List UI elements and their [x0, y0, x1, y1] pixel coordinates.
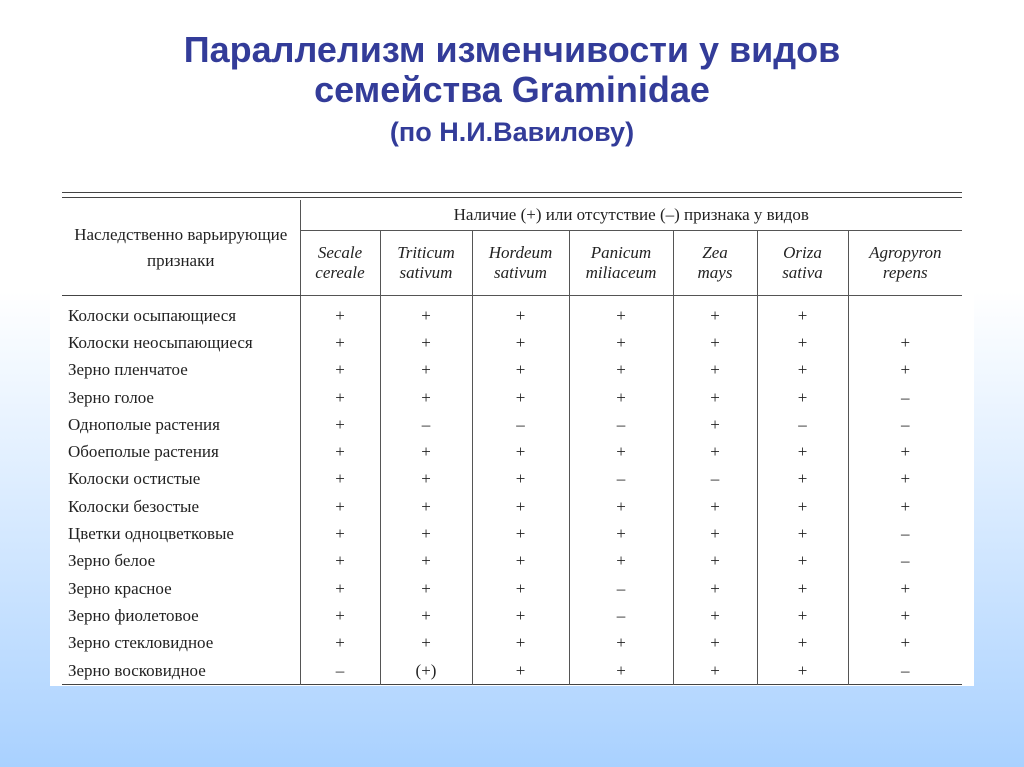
value-cell: +	[757, 493, 848, 520]
value-cell: +	[673, 384, 757, 411]
value-cell: +	[472, 520, 569, 547]
table-row	[62, 438, 962, 465]
value-cell: +	[472, 548, 569, 575]
value-cell: +	[472, 575, 569, 602]
title-line-2: семейства Graminidae	[314, 69, 710, 111]
value-cell: +	[472, 357, 569, 384]
value-cell	[848, 296, 962, 330]
value-cell: +	[335, 469, 345, 489]
trait-cell: Колоски неосыпающиеся	[62, 329, 300, 356]
value-cell: +	[335, 605, 345, 625]
value-cell: +	[380, 602, 472, 629]
value-cell: +	[673, 438, 757, 465]
value-cell: +	[380, 438, 472, 465]
species-epithet: cereale	[315, 263, 365, 282]
table-row	[62, 329, 962, 356]
value-cell: +	[335, 414, 345, 434]
value-cell: +	[472, 466, 569, 493]
title-source: (по Н.И.Вавилову)	[389, 116, 635, 147]
species-genus: Zea	[702, 242, 728, 262]
trait-cell: Колоски безостые	[62, 493, 300, 520]
value-cell: +	[380, 296, 472, 330]
table-row	[62, 493, 962, 520]
value-cell: +	[757, 438, 848, 465]
value-cell: (+)	[380, 657, 472, 685]
table-body	[62, 296, 962, 685]
value-cell: –	[380, 411, 472, 438]
value-cell: +	[569, 520, 673, 547]
trait-cell: Однополые растения	[62, 411, 300, 438]
species-header	[569, 231, 673, 296]
species-header	[848, 231, 962, 296]
value-cell: +	[673, 329, 757, 356]
value-cell: +	[569, 296, 673, 330]
value-cell: +	[335, 305, 345, 325]
species-genus: Panicum	[590, 242, 652, 262]
value-cell: +	[848, 602, 962, 629]
value-cell: +	[569, 357, 673, 384]
slide-title	[0, 30, 1024, 147]
trait-cell: Зерно фиолетовое	[62, 602, 300, 629]
value-cell: –	[848, 548, 962, 575]
species-header	[472, 231, 569, 296]
value-cell: +	[335, 387, 345, 407]
value-cell: +	[380, 548, 472, 575]
table-row	[62, 602, 962, 629]
species-epithet: mays	[697, 263, 733, 282]
value-cell: +	[472, 630, 569, 657]
value-cell: +	[848, 466, 962, 493]
value-cell: +	[757, 520, 848, 547]
table-row	[62, 548, 962, 575]
value-cell: +	[673, 493, 757, 520]
species-header	[673, 231, 757, 296]
table-row	[62, 520, 962, 547]
value-cell: +	[380, 520, 472, 547]
value-cell: +	[757, 548, 848, 575]
value-cell: +	[569, 657, 673, 685]
value-cell: –	[472, 411, 569, 438]
table-row	[62, 296, 962, 330]
value-cell: +	[380, 493, 472, 520]
value-cell: +	[380, 466, 472, 493]
value-cell: +	[335, 578, 345, 598]
value-cell: +	[335, 442, 345, 462]
table-row	[62, 384, 962, 411]
value-cell: +	[472, 493, 569, 520]
value-cell: +	[673, 357, 757, 384]
value-cell: –	[335, 660, 345, 680]
value-cell: +	[848, 438, 962, 465]
value-cell: +	[848, 493, 962, 520]
table-image	[50, 178, 974, 686]
value-cell: +	[673, 520, 757, 547]
table-row	[62, 630, 962, 657]
value-cell: +	[673, 630, 757, 657]
table-row	[62, 411, 962, 438]
species-genus: Secale	[317, 242, 363, 262]
value-cell: +	[757, 575, 848, 602]
table-row	[62, 575, 962, 602]
trait-column-header: Наследственно варьирующие признаки	[62, 200, 300, 296]
value-cell: +	[380, 575, 472, 602]
species-epithet: miliaceum	[585, 263, 657, 282]
value-cell: –	[848, 411, 962, 438]
table-row	[62, 657, 962, 685]
trait-cell: Обоеполые растения	[62, 438, 300, 465]
value-cell: +	[848, 575, 962, 602]
value-cell: +	[380, 329, 472, 356]
value-cell: +	[673, 411, 757, 438]
trait-cell: Колоски остистые	[62, 466, 300, 493]
trait-cell: Колоски осыпающиеся	[62, 296, 300, 330]
value-cell: +	[848, 630, 962, 657]
value-cell: –	[757, 411, 848, 438]
trait-cell: Зерно стекловидное	[62, 630, 300, 657]
value-cell: –	[569, 411, 673, 438]
species-epithet: sativum	[494, 263, 547, 282]
value-cell: +	[757, 630, 848, 657]
value-cell: +	[569, 630, 673, 657]
value-cell: +	[757, 384, 848, 411]
species-epithet: sativa	[782, 263, 823, 282]
value-cell: –	[848, 520, 962, 547]
value-cell: +	[569, 548, 673, 575]
value-cell: +	[848, 357, 962, 384]
divider	[62, 192, 962, 193]
value-cell: +	[757, 657, 848, 685]
value-cell: +	[472, 438, 569, 465]
value-cell: +	[335, 551, 345, 571]
species-genus: Hordeum	[488, 242, 553, 262]
value-cell: +	[569, 438, 673, 465]
value-cell: +	[380, 384, 472, 411]
value-cell: +	[757, 357, 848, 384]
species-genus: Agropyron	[869, 242, 942, 262]
value-cell: –	[569, 602, 673, 629]
value-cell: –	[848, 384, 962, 411]
value-cell: +	[673, 548, 757, 575]
trait-cell: Зерно пленчатое	[62, 357, 300, 384]
value-cell: +	[757, 296, 848, 330]
value-cell: –	[673, 466, 757, 493]
title-line-1: Параллелизм изменчивости у видов	[183, 29, 841, 70]
species-epithet: repens	[882, 263, 928, 282]
variability-table	[62, 200, 962, 685]
value-cell: +	[472, 602, 569, 629]
table-row	[62, 466, 962, 493]
value-cell: –	[569, 466, 673, 493]
species-header	[757, 231, 848, 296]
value-cell: +	[335, 332, 345, 352]
value-cell: +	[380, 630, 472, 657]
species-epithet: sativum	[399, 263, 453, 282]
trait-cell: Зерно голое	[62, 384, 300, 411]
value-cell: +	[673, 602, 757, 629]
value-cell: +	[673, 296, 757, 330]
value-cell: +	[569, 493, 673, 520]
value-cell: +	[673, 575, 757, 602]
value-cell: +	[757, 602, 848, 629]
value-cell: +	[335, 524, 345, 544]
value-cell: +	[757, 466, 848, 493]
value-cell: –	[569, 575, 673, 602]
species-header	[300, 231, 380, 296]
value-cell: +	[673, 657, 757, 685]
divider	[62, 197, 962, 198]
value-cell: +	[380, 357, 472, 384]
trait-cell: Зерно белое	[62, 548, 300, 575]
value-cell: +	[569, 329, 673, 356]
value-cell: +	[335, 496, 345, 516]
trait-cell: Зерно красное	[62, 575, 300, 602]
species-genus: Oriza	[783, 242, 822, 262]
value-cell: +	[848, 329, 962, 356]
presence-group-header: Наличие (+) или отсутствие (–) признака у видов	[300, 200, 962, 231]
species-header	[380, 231, 472, 296]
value-cell: +	[335, 360, 345, 380]
trait-cell: Зерно восковидное	[62, 657, 300, 685]
trait-cell: Цветки одноцветковые	[62, 520, 300, 547]
value-cell: +	[472, 657, 569, 685]
value-cell: +	[335, 633, 345, 653]
value-cell: +	[472, 384, 569, 411]
value-cell: –	[848, 657, 962, 685]
value-cell: +	[757, 329, 848, 356]
species-genus: Triticum	[397, 242, 455, 262]
table-row	[62, 357, 962, 384]
value-cell: +	[472, 296, 569, 330]
value-cell: +	[472, 329, 569, 356]
value-cell: +	[569, 384, 673, 411]
